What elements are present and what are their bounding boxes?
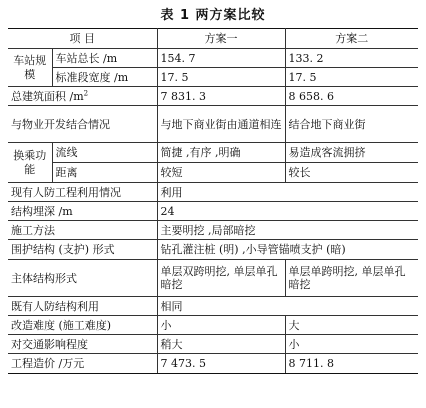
table-row [8,87,418,106]
cell-scheme1: 7 473. 5 [157,354,285,374]
table-row [8,143,418,163]
cell-scheme2: 17. 5 [285,68,418,87]
transfer-group-label: 换乘功能 [8,143,52,183]
row-label: 工程造价 /万元 [8,354,157,374]
table-row [8,163,418,183]
row-label: 对交通影响程度 [8,335,157,354]
comparison-table [8,28,418,374]
table-row [8,260,418,297]
cell-scheme1: 简捷 ,有序 ,明确 [157,143,285,163]
table-row [8,221,418,240]
row-label: 既有人防结构利用 [8,297,157,316]
cell-merged: 24 [157,202,418,221]
table-caption: 表 1 两方案比较 [160,8,266,23]
cell-scheme1: 17. 5 [157,68,285,87]
row-label: 标准段宽度 /m [52,68,157,87]
table-row [8,335,418,354]
row-label: 距离 [52,163,157,183]
cell-scheme1: 7 831. 3 [157,87,285,106]
cell-scheme2: 133. 2 [285,49,418,68]
table-row [8,49,418,68]
cell-scheme2: 结合地下商业街 [285,106,418,143]
row-label: 现有人防工程利用情况 [8,183,157,202]
row-label [8,87,157,106]
row-label: 围护结构 (支护) 形式 [8,240,157,260]
row-label: 施工方法 [8,221,157,240]
cell-merged: 主要明挖 ,局部暗挖 [157,221,418,240]
row-label: 结构埋深 /m [8,202,157,221]
cell-scheme1: 较短 [157,163,285,183]
cell-scheme2: 单层单跨明挖, 单层单孔暗挖 [285,260,418,297]
table-row [8,316,418,335]
table-row [8,240,418,260]
table-row [8,183,418,202]
row-label: 流线 [52,143,157,163]
header-row [8,29,418,49]
cell-scheme1: 154. 7 [157,49,285,68]
cell-scheme1: 与地下商业街由通道相连 [157,106,285,143]
row-label: 与物业开发结合情况 [8,106,157,143]
header-item: 项 目 [8,29,157,49]
table-row [8,202,418,221]
row-label: 车站总长 /m [52,49,157,68]
station-group-label: 车站规模 [8,49,52,87]
cell-scheme2: 8 711. 8 [285,354,418,374]
area-label-text: 总建筑面积 /m [11,89,84,103]
table-row [8,354,418,374]
cell-scheme2: 较长 [285,163,418,183]
row-label: 主体结构形式 [8,260,157,297]
cell-merged: 利用 [157,183,418,202]
header-scheme2: 方案二 [285,29,418,49]
cell-merged: 相同 [157,297,418,316]
cell-scheme1: 小 [157,316,285,335]
cell-scheme2: 小 [285,335,418,354]
cell-scheme1: 单层双跨明挖, 单层单孔暗挖 [157,260,285,297]
area-superscript: 2 [83,88,89,97]
row-label: 改造难度 (施工难度) [8,316,157,335]
header-scheme1: 方案一 [157,29,285,49]
table-row [8,297,418,316]
cell-merged: 钻孔灌注桩 (明) ,小导管锚喷支护 (暗) [157,240,418,260]
cell-scheme2: 8 658. 6 [285,87,418,106]
cell-scheme2: 易造成客流拥挤 [285,143,418,163]
cell-scheme1: 稍大 [157,335,285,354]
table-row [8,106,418,143]
cell-scheme2: 大 [285,316,418,335]
table-row [8,68,418,87]
